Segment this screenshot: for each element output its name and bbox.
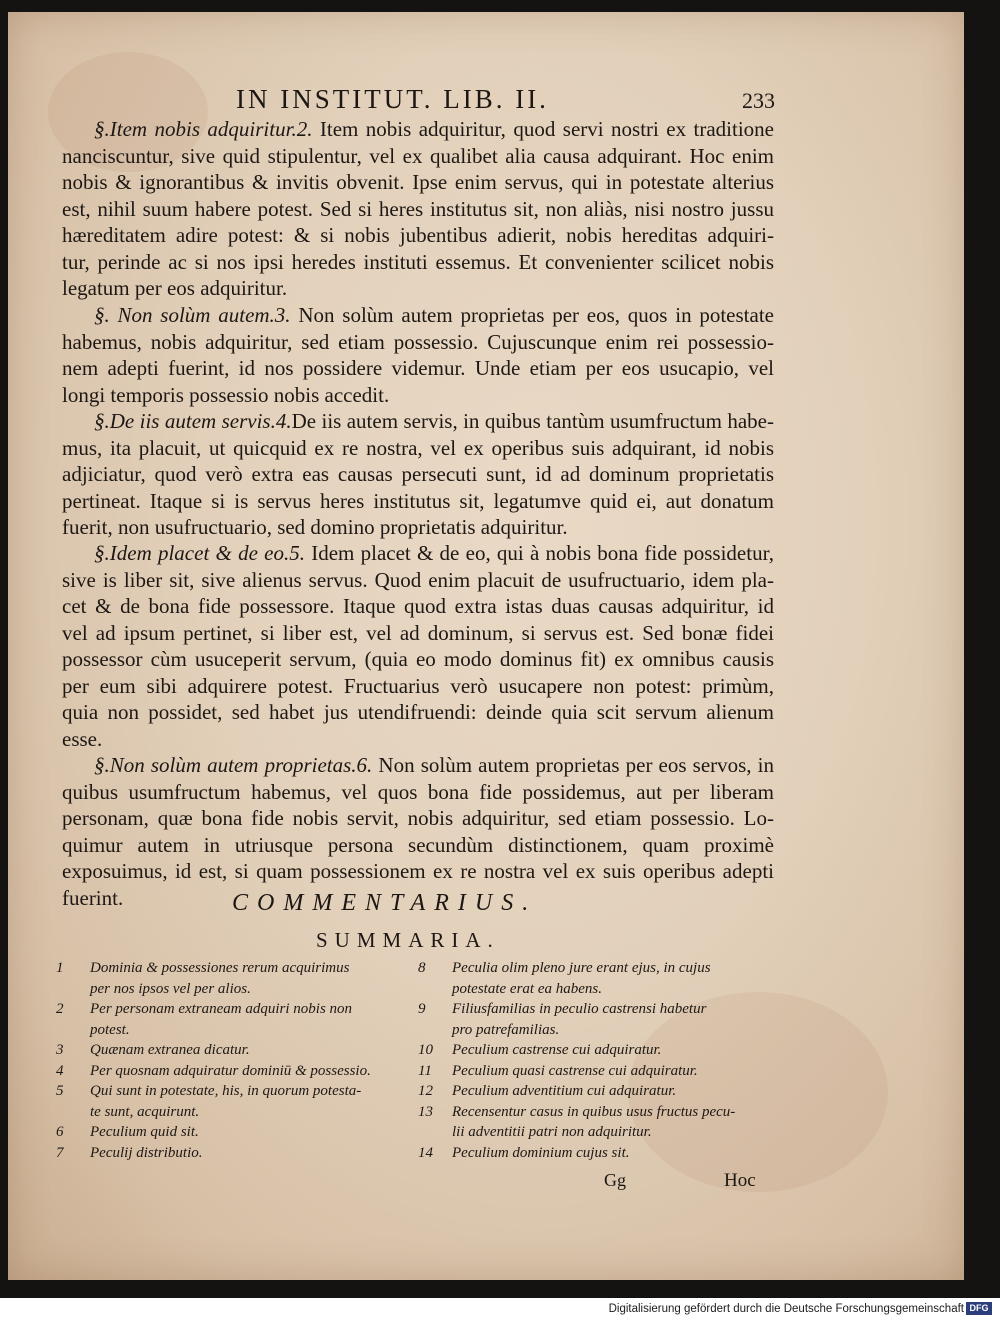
text-line: fuerit, non usufructuario, sed domino proprietatis adquiritur. [62,515,568,539]
summary-number: 12 [418,1083,433,1099]
text-line: fuerint. [62,885,124,910]
text-line: per eum sibi adquirere potest. Fructuarius verò usucapere non potest: primùm, [62,673,774,698]
page-number: 233 [742,88,775,113]
summary-number: 8 [418,960,426,976]
text-line: personam, quæ bona fide nobis servit, nobis adquiritur, sed etiam possessio. Lo- [62,806,774,830]
text-line: habemus, nobis adquiritur, sed etiam possessio. Cujuscunque enim rei possessio- [62,329,774,354]
summary-text: Peculium quid sit. [90,1124,199,1140]
summary-text: Recensentur casus in quibus usus fructus pecu- lii adventitii patri non adquiritur. [452,1103,736,1140]
text-line: §.Item nobis adquiritur.2. Item nobis adquiritur, quod servi nostri ex traditione [94,117,774,141]
summary-number: 9 [418,1001,426,1017]
summary-text: Qui sunt in potestate, his, in quorum potesta- te sunt, acquirunt. [90,1083,362,1120]
summary-number: 7 [56,1144,64,1161]
text-line: nanciscuntur, sive quid stipulentur, vel ex qualibet alia causa adquirant. Hoc enim [62,143,774,168]
summary-text: Peculium castrense cui adquiratur. [452,1042,662,1058]
section-heading: §.Idem placet & de eo.5. [94,541,305,565]
summaria-left-column [56,958,416,1163]
text-line: pertineat. Itaque si is servus heres institutus sit, legatumve quid ei, aut donatum [62,488,774,513]
paragraph-3 [62,408,774,541]
text-line: quibus usumfructum habemus, vel quos bona fide possidemus, aut per liberam [62,779,774,804]
summary-item [56,1061,416,1082]
section-heading: §. Non solùm autem.3. [94,303,291,327]
summary-item [418,1040,798,1061]
summaria-right-column [418,958,798,1163]
summary-item [418,958,798,999]
summary-number: 4 [56,1062,64,1079]
text-line: §.Idem placet & de eo.5. Idem placet & de eo, qui à nobis bona fide possidetur, [94,541,774,565]
text-line: cet & de bona fide possessore. Itaque quod extra istas duas causas adquiritur, id [62,594,774,618]
summary-text: Quænam extranea dicatur. [90,1042,250,1058]
summary-item [56,958,416,999]
digitization-credit: Digitalisierung gefördert durch die Deutsche Forschungsgemeinschaft [608,1303,964,1315]
summary-item [418,1143,798,1164]
summary-item [418,999,798,1040]
summary-number: 2 [56,1001,64,1017]
summary-number: 3 [56,1042,64,1058]
dfg-logo: DFG [966,1302,992,1315]
text-line: legatum per eos adquiritur. [62,276,288,300]
summary-text: Peculia olim pleno jure erant ejus, in cujus potestate erat ea habens. [452,960,711,997]
summary-text: Peculij distributio. [90,1144,203,1161]
text-line: mus, ita placuit, ut quicquid ex re nostra, vel ex operibus suis adquirant, id nobis [62,435,774,460]
text-line: possessor cùm usuceperit servum, (quia eo modo dominus fit) ex omnibus causis [62,647,774,671]
text-line: tur, perinde ac si nos ipsi heredes instituti essemus. Et convenienter scilicet nobis [62,249,774,274]
text-line: vel ad ipsum pertinet, si liber est, vel ad dominum, si servus est. Sed bonæ fidei [62,620,774,645]
summary-item [418,1061,798,1082]
section-heading: §.Non solùm autem proprietas.6. [94,753,373,777]
running-head-title: IN INSTITUT. LIB. II. [236,84,549,114]
text-line: §. Non solùm autem.3. Non solùm autem proprietas per eos, quos in potestate [94,303,774,327]
text-line: exposuimus, id est, si quam possessionem ex re nostra vel ex suis operibus adepti [62,859,774,883]
text-line: §.Non solùm autem proprietas.6. Non solùm autem proprietas per eos servos, in [94,753,775,777]
summary-text: Peculium dominium cujus sit. [452,1144,630,1161]
summary-item [56,1040,416,1061]
book-page [8,12,964,1280]
summary-number: 5 [56,1083,64,1099]
summary-item [56,999,416,1040]
paragraph-2 [62,302,774,408]
paragraph-1 [62,116,774,302]
text-line: adjiciatur, quod verò extra eas causas persecuti sunt, id ad dominum proprietatis [62,462,774,486]
summary-number: 1 [56,960,64,976]
summary-text: Peculium adventitium cui adquiratur. [452,1083,677,1099]
summary-text: Dominia & possessiones rerum acquirimus per nos ipsos vel per alios. [90,960,350,997]
summary-number: 13 [418,1103,433,1120]
signature-mark: Gg [604,1170,626,1190]
summary-text: Per personam extraneam adquiri nobis non potest. [90,1001,353,1038]
commentarius-title: COMMENTARIUS. [232,890,538,916]
summary-item [56,1143,416,1164]
text-line: nem adepti fuerint, id nos possidere videmur. Unde etiam per eos usucapio, vel [62,356,774,380]
running-head [8,84,964,118]
section-heading: §.Item nobis adquiritur.2. [94,117,313,141]
paragraph-4 [62,540,774,752]
text-line: §.De iis autem servis.4.De iis autem servis, in quibus tantùm usumfructum habe- [94,409,774,433]
summaria-title: SUMMARIA. [316,928,500,952]
text-line: longi temporis possessio nobis accedit. [62,382,390,407]
text-line: quimur autem in utriusque persona secundùm distinctionem, quam proximè [62,832,774,857]
summary-item [418,1102,798,1143]
section-heading: §.De iis autem servis.4. [94,409,292,433]
catchword: Hoc [724,1170,756,1191]
text-line: esse. [62,726,103,751]
paragraph-5 [62,752,774,911]
text-line: est, nihil suum habere potest. Sed si heres institutus sit, non aliàs, nisi nostro jussu [62,196,774,221]
summary-number: 11 [418,1062,432,1079]
summary-item [418,1081,798,1102]
summary-item [56,1081,416,1122]
summary-text: Per quosnam adquiratur dominiū & possessio. [90,1062,371,1079]
text-line: sive is liber sit, sive alienus servus. Quod enim placuit de usufructuario, idem pla- [62,567,774,592]
summary-number: 14 [418,1144,433,1161]
text-line: hæreditatem adire potest: & si nobis jubentibus adierit, nobis hereditas adquiri- [62,223,774,247]
summary-number: 6 [56,1124,64,1140]
summary-text: Filiusfamilias in peculio castrensi habetur pro patrefamilias. [452,1001,707,1038]
summary-text: Peculium quasi castrense cui adquiratur. [452,1062,698,1079]
summary-item [56,1122,416,1143]
text-line: nobis & ignorantibus & invitis obvenit. Ipse enim servus, qui in potestate alterius [62,170,774,194]
text-line: quia non possidet, sed habet jus utendifruendi: deinde quia scit servum alienum [62,700,774,724]
summary-number: 10 [418,1042,433,1058]
